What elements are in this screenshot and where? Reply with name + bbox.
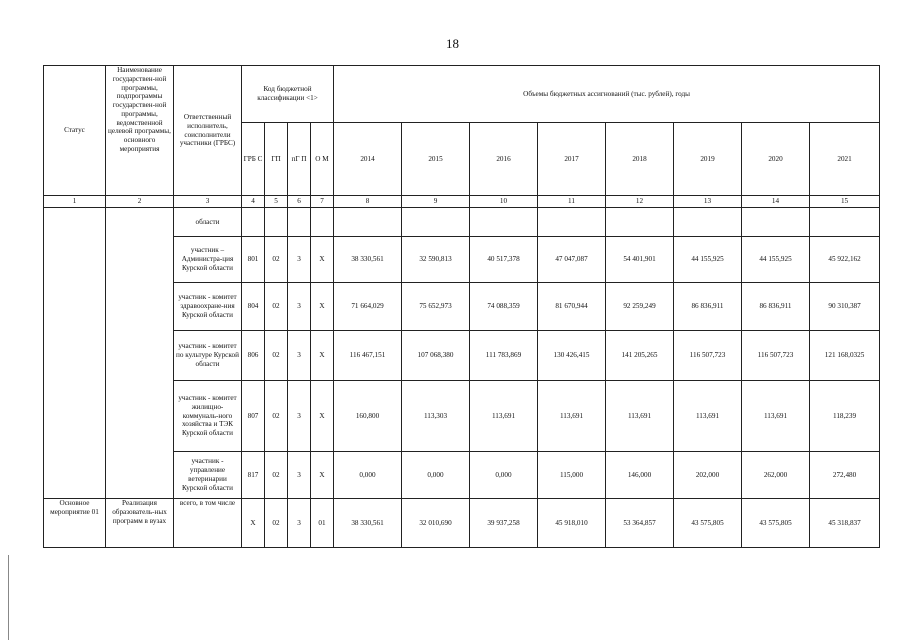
participant-name: участник - комитет здравоохране-ния Курской области bbox=[174, 283, 242, 331]
participant-name: участник – Администра-ция Курской области bbox=[174, 237, 242, 283]
grbs-code: 806 bbox=[242, 331, 265, 381]
om-code: X bbox=[311, 283, 334, 331]
amount-cell: 86 836,911 bbox=[742, 283, 810, 331]
pgp-code: 3 bbox=[288, 237, 311, 283]
header-executor: Ответственный исполнитель, соисполнители участники (ГРБС) bbox=[174, 66, 242, 196]
column-number: 11 bbox=[538, 196, 606, 208]
amount-cell: 71 664,029 bbox=[334, 283, 402, 331]
om-code: X bbox=[311, 331, 334, 381]
column-number: 6 bbox=[288, 196, 311, 208]
amount-cell: 44 155,925 bbox=[674, 237, 742, 283]
amount-cell: 0,000 bbox=[334, 452, 402, 499]
amount-cell: 202,000 bbox=[674, 452, 742, 499]
header-pgp: пГ П bbox=[288, 123, 311, 196]
column-number: 14 bbox=[742, 196, 810, 208]
pgp-code: 3 bbox=[288, 499, 311, 548]
amount-cell: 43 575,805 bbox=[674, 499, 742, 548]
amount-cell: 121 168,0325 bbox=[810, 331, 880, 381]
amount-cell: 45 318,837 bbox=[810, 499, 880, 548]
amount-cell: 86 836,911 bbox=[674, 283, 742, 331]
amount-cell: 141 205,265 bbox=[606, 331, 674, 381]
participant-name: участник - комитет жилищно-коммуналь-ного хозяйства и ТЭК Курской области bbox=[174, 381, 242, 452]
participant-name: участник - управление ветеринарии Курской области bbox=[174, 452, 242, 499]
amount-cell: 113,691 bbox=[470, 381, 538, 452]
amount-cell: 75 652,973 bbox=[402, 283, 470, 331]
amount-cell: 113,303 bbox=[402, 381, 470, 452]
grbs-code: 817 bbox=[242, 452, 265, 499]
amount-cell: 130 426,415 bbox=[538, 331, 606, 381]
amount-cell: 38 330,561 bbox=[334, 499, 402, 548]
column-number: 1 bbox=[44, 196, 106, 208]
om-code: X bbox=[311, 237, 334, 283]
amount-cell: 116 507,723 bbox=[742, 331, 810, 381]
gp-code: 02 bbox=[265, 499, 288, 548]
amount-cell: 40 517,378 bbox=[470, 237, 538, 283]
om-code: X bbox=[311, 452, 334, 499]
amount-cell: 92 259,249 bbox=[606, 283, 674, 331]
main-event-name: Реализация образователь-ных программ в вузах bbox=[106, 499, 174, 548]
header-year: 2020 bbox=[742, 123, 810, 196]
amount-cell: 272,480 bbox=[810, 452, 880, 499]
column-number: 10 bbox=[470, 196, 538, 208]
main-event-participant: всего, в том числе bbox=[174, 499, 242, 548]
main-event-status: Основное мероприятие 01 bbox=[44, 499, 106, 548]
amount-cell: 116 467,151 bbox=[334, 331, 402, 381]
header-year: 2019 bbox=[674, 123, 742, 196]
amount-cell: 44 155,925 bbox=[742, 237, 810, 283]
column-number-row bbox=[44, 196, 880, 208]
column-number: 4 bbox=[242, 196, 265, 208]
header-om: О М bbox=[311, 123, 334, 196]
amount-cell: 39 937,258 bbox=[470, 499, 538, 548]
status-cell-empty bbox=[44, 208, 106, 499]
amount-cell: 113,691 bbox=[742, 381, 810, 452]
amount-cell: 43 575,805 bbox=[742, 499, 810, 548]
column-number: 3 bbox=[174, 196, 242, 208]
om-code: X bbox=[311, 381, 334, 452]
participant-name: участник - комитет по культуре Курской области bbox=[174, 331, 242, 381]
om-code: 01 bbox=[311, 499, 334, 548]
amount-cell: 111 783,869 bbox=[470, 331, 538, 381]
column-number: 2 bbox=[106, 196, 174, 208]
budget-allocation-table bbox=[43, 65, 880, 548]
gp-code: 02 bbox=[265, 237, 288, 283]
gp-code: 02 bbox=[265, 452, 288, 499]
amount-cell: 74 088,359 bbox=[470, 283, 538, 331]
header-year: 2017 bbox=[538, 123, 606, 196]
column-number: 9 bbox=[402, 196, 470, 208]
header-year: 2021 bbox=[810, 123, 880, 196]
grbs-code: X bbox=[242, 499, 265, 548]
amount-cell: 53 364,857 bbox=[606, 499, 674, 548]
header-year: 2014 bbox=[334, 123, 402, 196]
amount-cell: 32 590,813 bbox=[402, 237, 470, 283]
header-status: Статус bbox=[44, 66, 106, 196]
column-number: 7 bbox=[311, 196, 334, 208]
amount-cell: 115,000 bbox=[538, 452, 606, 499]
main-event-row bbox=[44, 499, 880, 548]
amount-cell: 0,000 bbox=[470, 452, 538, 499]
pgp-code: 3 bbox=[288, 331, 311, 381]
grbs-code: 807 bbox=[242, 381, 265, 452]
header-amounts-group: Объемы бюджетных ассигнований (тыс. рублей), годы bbox=[334, 66, 880, 123]
amount-cell: 262,000 bbox=[742, 452, 810, 499]
header-year: 2018 bbox=[606, 123, 674, 196]
amount-cell: 146,000 bbox=[606, 452, 674, 499]
column-number: 13 bbox=[674, 196, 742, 208]
amount-cell: 54 401,901 bbox=[606, 237, 674, 283]
column-number: 8 bbox=[334, 196, 402, 208]
amount-cell: 113,691 bbox=[674, 381, 742, 452]
amount-cell: 160,800 bbox=[334, 381, 402, 452]
column-number: 12 bbox=[606, 196, 674, 208]
amount-cell: 47 047,087 bbox=[538, 237, 606, 283]
grbs-code: 801 bbox=[242, 237, 265, 283]
header-row-1 bbox=[44, 66, 880, 123]
column-number: 15 bbox=[810, 196, 880, 208]
header-year: 2015 bbox=[402, 123, 470, 196]
amount-cell: 81 670,944 bbox=[538, 283, 606, 331]
continuation-row bbox=[44, 208, 880, 237]
header-gp: ГП bbox=[265, 123, 288, 196]
amount-cell: 113,691 bbox=[606, 381, 674, 452]
pgp-code: 3 bbox=[288, 452, 311, 499]
amount-cell: 45 918,010 bbox=[538, 499, 606, 548]
amount-cell: 45 922,162 bbox=[810, 237, 880, 283]
amount-cell: 0,000 bbox=[402, 452, 470, 499]
header-program-name: Наименование государствен-ной программы, подпрограммы государствен-ной программы, ведомственной целевой программы, основного мероприятия bbox=[106, 66, 174, 196]
header-year: 2016 bbox=[470, 123, 538, 196]
header-budget-code-group: Код бюджетной классификации <1> bbox=[242, 66, 334, 123]
page-number: 18 bbox=[446, 36, 459, 51]
amount-cell: 32 010,690 bbox=[402, 499, 470, 548]
gp-code: 02 bbox=[265, 283, 288, 331]
scan-edge-line bbox=[8, 555, 9, 640]
amount-cell: 118,239 bbox=[810, 381, 880, 452]
amount-cell: 90 310,387 bbox=[810, 283, 880, 331]
participant-continuation: области bbox=[174, 208, 242, 237]
program-name-cell-empty bbox=[106, 208, 174, 499]
amount-cell: 113,691 bbox=[538, 381, 606, 452]
gp-code: 02 bbox=[265, 331, 288, 381]
column-number: 5 bbox=[265, 196, 288, 208]
pgp-code: 3 bbox=[288, 283, 311, 331]
amount-cell: 38 330,561 bbox=[334, 237, 402, 283]
amount-cell: 107 068,380 bbox=[402, 331, 470, 381]
gp-code: 02 bbox=[265, 381, 288, 452]
header-grbs: ГРБ С bbox=[242, 123, 265, 196]
grbs-code: 804 bbox=[242, 283, 265, 331]
pgp-code: 3 bbox=[288, 381, 311, 452]
amount-cell: 116 507,723 bbox=[674, 331, 742, 381]
